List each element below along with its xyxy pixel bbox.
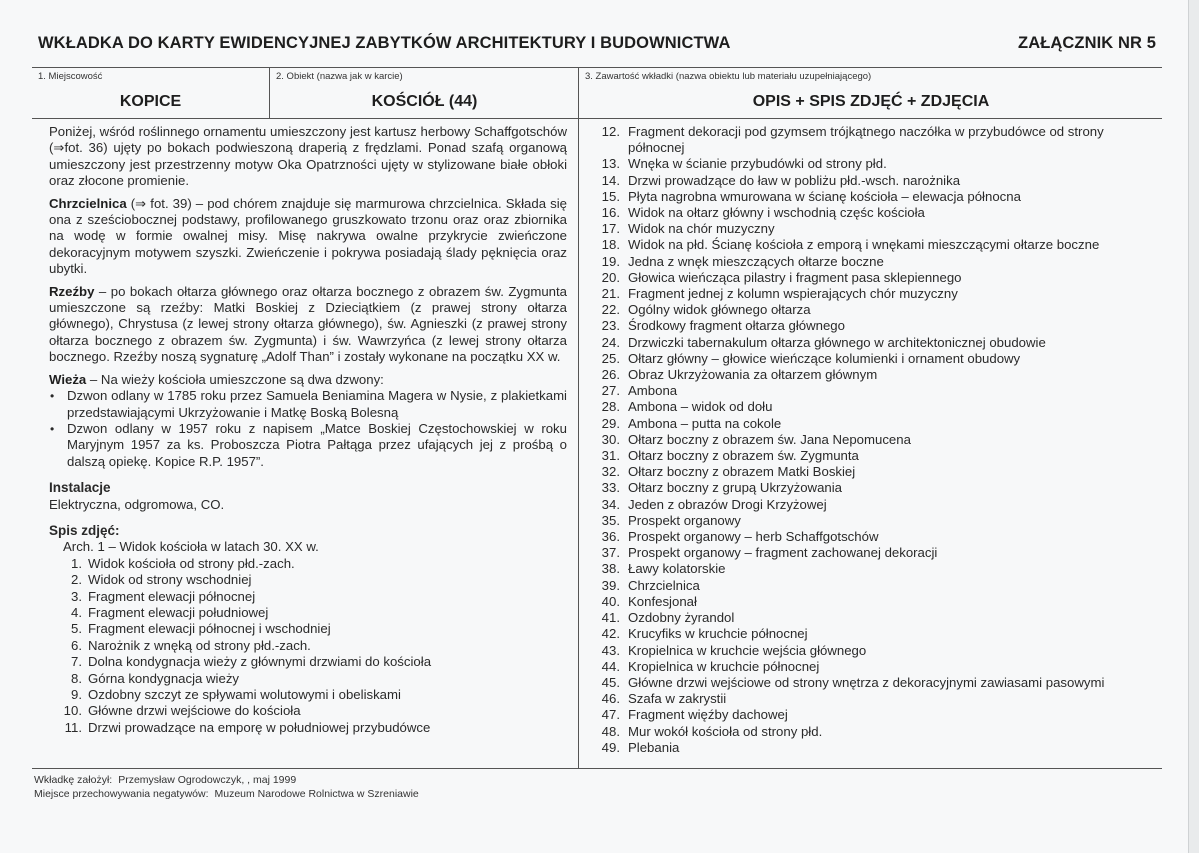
photo-number: 27. xyxy=(601,383,620,399)
photo-list-item xyxy=(598,464,1158,480)
photo-caption: Mur wokół kościoła od strony płd. xyxy=(628,723,823,739)
storage-line xyxy=(34,788,419,802)
photo-caption: Dolna kondygnacja wieży z głównymi drzwiami do kościoła xyxy=(88,654,432,670)
photo-number: 3. xyxy=(71,588,82,604)
sculpture-paragraph xyxy=(49,284,567,366)
photo-list-item xyxy=(598,626,1158,642)
photo-list-item xyxy=(598,610,1158,626)
photo-number: 37. xyxy=(601,545,620,561)
photo-number: 10. xyxy=(63,703,82,719)
photo-number: 15. xyxy=(601,188,620,204)
photo-number: 46. xyxy=(601,691,620,707)
photo-number: 34. xyxy=(601,496,620,512)
photo-caption: Widok od strony wschodniej xyxy=(88,572,252,588)
bell-item: • Dzwon odlany w 1957 roku z napisem „Matce Boskiej Częstochowskiej w roku Maryjnym 1957 za ks. Proboszcza Piotra Pałtąga przez ufających jej z prośbą o dalszą opiekę. Kopice R.P. 1957”. xyxy=(49,421,567,470)
photo-number: 18. xyxy=(601,237,620,253)
photo-caption: Konfesjonał xyxy=(628,593,697,609)
field-value: OPIS + SPIS ZDJĘĆ + ZDJĘCIA xyxy=(752,93,990,110)
photo-number: 9. xyxy=(71,687,82,702)
photo-caption: Ołtarz boczny z grupą Ukrzyżowania xyxy=(628,480,843,496)
photo-number: 32. xyxy=(601,464,620,480)
storage-label: Miejsce przechowywania negatywów: xyxy=(34,787,209,800)
photo-caption: Drzwi prowadzące na emporę w południowej przybudówce xyxy=(88,719,431,735)
photo-caption: Fragment dekoracji pod gzymsem trójkątnego naczółka w przybudówce od strony północnej xyxy=(628,124,1104,156)
photo-list-item xyxy=(49,589,567,605)
photo-caption: Ozdobny szczyt ze spływami wolutowymi i obeliskami xyxy=(88,687,401,702)
sculpture-heading: Rzeźby xyxy=(49,283,95,299)
photo-number: 12. xyxy=(601,124,620,139)
photo-caption: Górna kondygnacja wieży xyxy=(88,670,240,686)
annex-number: ZAŁĄCZNIK NR 5 xyxy=(1018,34,1156,52)
photo-list-item xyxy=(598,124,1158,156)
storage-value: Muzeum Narodowe Rolnictwa w Szreniawie xyxy=(214,787,419,800)
photo-number: 23. xyxy=(601,318,620,334)
archive-photo: Arch. 1 – Widok kościoła w latach 30. XX w. xyxy=(63,539,319,555)
field-value: KOŚCIÓŁ (44) xyxy=(371,93,478,110)
photo-number: 43. xyxy=(601,642,620,658)
photo-number: 7. xyxy=(71,654,82,670)
description-column xyxy=(49,124,567,736)
tower-text: – Na wieży kościoła umieszczone są dwa dzwony: xyxy=(86,371,384,387)
photo-list-item xyxy=(598,416,1158,432)
photo-caption: Fragment jednej z kolumn wspierających chór muzyczny xyxy=(628,286,958,302)
photo-list-item xyxy=(598,513,1158,529)
field-object xyxy=(269,68,579,118)
photo-caption: Ołtarz boczny z obrazem św. Zygmunta xyxy=(628,448,859,464)
photo-caption: Płyta nagrobna wmurowana w ścianę kościoła – elewacja północna xyxy=(628,188,1021,204)
photo-list-item xyxy=(598,707,1158,723)
photo-number: 47. xyxy=(601,707,620,723)
photo-number: 25. xyxy=(601,350,620,366)
photo-caption: Kropielnica w kruchcie północnej xyxy=(628,658,820,674)
photo-number: 38. xyxy=(601,561,620,577)
intro-paragraph: Poniżej, wśród roślinnego ornamentu umieszczony jest kartusz herbowy Schaffgotschów (⇒fot. 36) ujęty po bokach podwieszoną draperią z frędzlami. Ponad szafą organową umieszczony jest przestrzenny motyw Oka Opatrzności ujęty w stylizowane białe obłoki oraz złocone promienie. xyxy=(49,124,567,189)
photo-list-item xyxy=(598,335,1158,351)
photo-number: 17. xyxy=(601,221,620,237)
photo-list-item xyxy=(598,594,1158,610)
header-fields-row xyxy=(32,67,1162,119)
field-locality xyxy=(32,68,269,118)
photo-number: 30. xyxy=(601,431,620,447)
photo-list-item xyxy=(598,205,1158,221)
photo-number: 16. xyxy=(601,205,620,221)
photo-list-item xyxy=(598,399,1158,415)
photo-list-item xyxy=(49,720,567,736)
photo-number: 6. xyxy=(71,637,82,653)
photo-caption: Plebania xyxy=(628,739,680,755)
photo-caption: Ogólny widok głównego ołtarza xyxy=(628,302,811,318)
photo-list-item xyxy=(49,654,567,670)
photo-list-item xyxy=(598,156,1158,172)
photo-caption: Fragment więźby dachowej xyxy=(628,707,788,723)
photo-caption: Ambona – putta na cokole xyxy=(628,415,782,431)
bell-item: • Dzwon odlany w 1785 roku przez Samuela Beniamina Magera w Nysie, z plakietkami przedstawiającymi Ukrzyżowanie i Matkę Boską Bolesną xyxy=(49,388,567,421)
photo-list-item xyxy=(598,480,1158,496)
photo-list-item xyxy=(598,254,1158,270)
photo-list-item xyxy=(49,703,567,719)
photo-list-item xyxy=(598,286,1158,302)
field-contents xyxy=(578,68,1163,118)
font-text: (⇒ fot. 39) – pod chórem znajduje się marmurowa chrzcielnica. Składa się ona z sześciobocznej podstawy, profilowanego gruszkowato trzonu oraz oraz zbiornika na wodę w formie owalnej misy. Misę nakrywa owalne przykrycie zwieńczone dekoracyjnym motywem szyszki. Zwieńczenie i pokrywa posiadają ślady pęknięcia oraz ubytki. xyxy=(49,195,567,277)
photo-number: 40. xyxy=(601,593,620,609)
photo-caption: Środkowy fragment ołtarza głównego xyxy=(628,318,845,334)
photo-number: 36. xyxy=(601,529,620,545)
bottom-rule xyxy=(32,768,1162,769)
photo-number: 39. xyxy=(601,577,620,593)
photo-number: 29. xyxy=(601,415,620,431)
photo-caption: Fragment elewacji południowej xyxy=(88,604,269,620)
photo-number: 4. xyxy=(71,604,82,620)
photo-caption: Ambona xyxy=(628,383,678,399)
photo-list-item xyxy=(598,302,1158,318)
photo-number: 14. xyxy=(601,172,620,188)
photo-caption: Narożnik z wnęką od strony płd.-zach. xyxy=(88,637,311,653)
photo-list-item xyxy=(598,221,1158,237)
photo-list-item xyxy=(598,659,1158,675)
photo-list-item xyxy=(598,497,1158,513)
photo-list-item xyxy=(598,351,1158,367)
photo-number: 41. xyxy=(601,610,620,626)
photo-list-item xyxy=(49,605,567,621)
photo-number: 22. xyxy=(601,302,620,318)
photo-list-heading: Spis zdjęć: xyxy=(49,522,120,538)
photo-caption: Widok na płd. Ścianę kościoła z emporą i wnękami mieszczącymi ołtarze boczne xyxy=(628,237,1100,253)
photo-list-item xyxy=(598,383,1158,399)
photo-number: 48. xyxy=(601,723,620,739)
photo-number: 44. xyxy=(601,658,620,674)
photo-caption: Obraz Ukrzyżowania za ołtarzem głównym xyxy=(628,367,878,383)
field-value: KOPICE xyxy=(119,93,182,110)
photo-caption: Fragment elewacji północnej xyxy=(88,588,256,604)
photo-number: 33. xyxy=(601,480,620,496)
photo-list-item xyxy=(598,545,1158,561)
photo-list-item xyxy=(49,671,567,687)
photo-caption: Ławy kolatorskie xyxy=(628,561,726,577)
photo-list-item xyxy=(49,572,567,588)
photo-caption: Widok na ołtarz główny i wschodnią częśc kościoła xyxy=(628,205,925,221)
field-label: 1. Miejscowość xyxy=(38,71,103,82)
photo-caption: Krucyfiks w kruchcie północnej xyxy=(628,626,808,642)
photo-caption: Głowica wieńcząca pilastry i fragment pasa sklepiennego xyxy=(628,269,962,285)
photo-list-item xyxy=(598,724,1158,740)
photo-list-item xyxy=(598,643,1158,659)
photo-number: 35. xyxy=(601,512,620,528)
photo-caption: Prospekt organowy xyxy=(628,512,741,528)
author-line xyxy=(34,774,419,788)
photo-list-item xyxy=(49,638,567,654)
photo-caption: Widok kościoła od strony płd.-zach. xyxy=(88,555,295,571)
photo-number: 24. xyxy=(601,334,620,350)
photo-caption: Główne drzwi wejściowe od strony wnętrza z dekoracyjnymi zawiasami pasowymi xyxy=(628,674,1105,690)
photo-caption: Szafa w zakrystii xyxy=(628,691,727,707)
photo-number: 19. xyxy=(601,253,620,269)
field-label: 2. Obiekt (nazwa jak w karcie) xyxy=(276,71,403,82)
photo-caption: Prospekt organowy – herb Schaffgotschów xyxy=(628,529,879,545)
font-paragraph xyxy=(49,196,567,278)
photo-list-item xyxy=(598,367,1158,383)
photo-list-item xyxy=(598,561,1158,577)
bells-list xyxy=(49,388,567,470)
photo-caption: Ołtarz główny – głowice wieńczące kolumienki i ornament obudowy xyxy=(628,350,1021,366)
photo-list-item xyxy=(598,448,1158,464)
font-heading: Chrzcielnica xyxy=(49,195,127,211)
photo-list-item xyxy=(598,432,1158,448)
photo-number: 21. xyxy=(601,286,620,302)
photo-list-item xyxy=(49,687,567,703)
photo-caption: Ołtarz boczny z obrazem św. Jana Nepomucena xyxy=(628,431,911,447)
document-header xyxy=(38,34,1158,58)
photo-list-item xyxy=(49,621,567,637)
photo-number: 5. xyxy=(71,621,82,637)
photo-caption: Widok na chór muzyczny xyxy=(628,221,775,237)
footer xyxy=(34,774,419,801)
photo-number: 8. xyxy=(71,670,82,686)
photo-list-item xyxy=(598,237,1158,253)
photo-number: 45. xyxy=(601,674,620,690)
photo-number: 20. xyxy=(601,269,620,285)
photo-list-item xyxy=(598,740,1158,756)
tower-paragraph xyxy=(49,372,567,388)
photo-list-item xyxy=(598,270,1158,286)
photo-number: 28. xyxy=(601,399,620,415)
photo-caption: Jedna z wnęk mieszczących ołtarze boczne xyxy=(628,253,884,269)
photo-number: 42. xyxy=(601,626,620,642)
photo-number: 13. xyxy=(601,156,620,172)
photo-list-item xyxy=(598,578,1158,594)
installations-text: Elektryczna, odgromowa, CO. xyxy=(49,496,225,512)
photo-list-item xyxy=(49,556,567,572)
sculpture-text: – po bokach ołtarza głównego oraz ołtarza bocznego z obrazem św. Zygmunta umieszczone są rzeźby: Matki Boskiej z Dzieciątkiem (z prawej strony ołtarza głównego), Chrystusa (z lewej strony ołtarza głównego), św. Agnieszki (z prawej strony ołtarza bocznego z obrazem św. Zygmunta) i św. Wawrzyńca (z lewej strony ołtarza bocznego. Rzeźby noszą sygnaturę „Adolf Than” i zostały wykonane na początku XX w. xyxy=(49,283,567,365)
field-label: 3. Zawartość wkładki (nazwa obiektu lub materiału uzupełniającego) xyxy=(585,71,872,82)
photo-number: 49. xyxy=(601,739,620,755)
author-label: Wkładkę założył: xyxy=(34,774,113,786)
photo-list-item xyxy=(598,529,1158,545)
photo-caption: Drzwi prowadzące do ław w pobliżu płd.-wsch. narożnika xyxy=(628,172,961,188)
photo-caption: Główne drzwi wejściowe do kościoła xyxy=(88,703,301,719)
photo-list-item xyxy=(598,189,1158,205)
photo-caption: Wnęka w ścianie przybudówki od strony płd. xyxy=(628,156,887,172)
photo-number: 11. xyxy=(64,719,82,735)
photo-caption: Jeden z obrazów Drogi Krzyżowej xyxy=(628,496,827,512)
photo-caption: Chrzcielnica xyxy=(628,577,700,593)
photo-caption: Ozdobny żyrandol xyxy=(628,610,735,626)
photo-number: 2. xyxy=(71,572,82,588)
photo-list-item xyxy=(598,675,1158,691)
photo-list-item xyxy=(598,318,1158,334)
photo-number: 26. xyxy=(601,367,620,383)
photo-caption: Prospekt organowy – fragment zachowanej dekoracji xyxy=(628,545,938,561)
photo-caption: Drzwiczki tabernakulum ołtarza głównego w architektonicznej obudowie xyxy=(628,334,1046,350)
photo-list-item xyxy=(598,691,1158,707)
author-value: Przemysław Ogrodowczyk, , maj 1999 xyxy=(118,774,297,786)
photo-caption: Ambona – widok od dołu xyxy=(628,399,773,415)
installations-heading: Instalacje xyxy=(49,480,111,496)
photo-list-item xyxy=(598,173,1158,189)
photo-caption: Fragment elewacji północnej i wschodniej xyxy=(88,621,331,637)
tower-heading: Wieża xyxy=(49,371,87,387)
document-title: WKŁADKA DO KARTY EWIDENCYJNEJ ZABYTKÓW ARCHITEKTURY I BUDOWNICTWA xyxy=(38,34,731,52)
photo-number: 1. xyxy=(71,555,82,571)
column-divider xyxy=(578,117,579,768)
photo-caption: Ołtarz boczny z obrazem Matki Boskiej xyxy=(628,464,856,480)
photo-caption: Kropielnica w kruchcie wejścia głównego xyxy=(628,642,867,658)
photo-number: 31. xyxy=(601,448,620,464)
photo-list-right xyxy=(598,124,1158,756)
photo-list-left xyxy=(49,556,567,736)
